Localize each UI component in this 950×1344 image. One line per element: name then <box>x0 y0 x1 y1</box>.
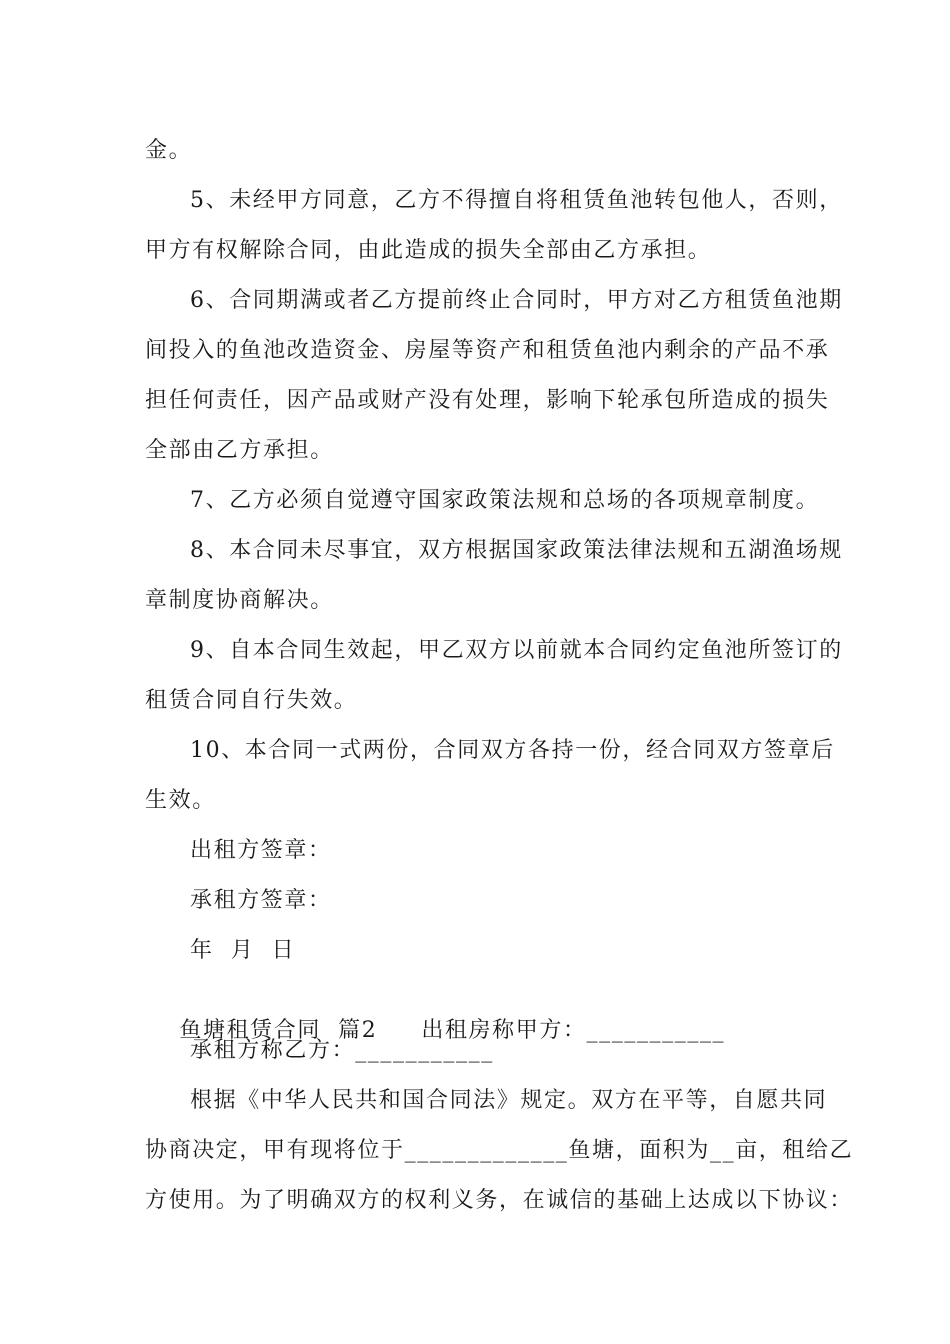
clause-6-line-4: 全部由乙方承担。 <box>145 438 334 463</box>
lessor-signature-label: 出租方签章： <box>190 838 332 863</box>
clause-5-line-2: 甲方有权解除合同，由此造成的损失全部由乙方承担。 <box>145 238 712 263</box>
clause-9-line-2: 租赁合同自行失效。 <box>145 688 358 713</box>
clause-8-line-1: 8、本合同未尽事宜，双方根据国家政策法律法规和五湖渔场规 <box>190 538 843 563</box>
date-line: 年 月 日 <box>190 938 296 963</box>
clause-9-line-1: 9、自本合同生效起，甲乙双方以前就本合同约定鱼池所签订的 <box>190 638 843 663</box>
clause-5-line-1: 5、未经甲方同意，乙方不得擅自将租赁鱼池转包他人，否则， <box>190 188 843 213</box>
clause-6-line-2: 间投入的鱼池改造资金、房屋等资产和租赁鱼池内剩余的产品不承 <box>145 338 830 363</box>
intro-line-2: 协商决定，甲有现将位于_____________鱼塘，面积为__亩，租给乙 <box>145 1138 854 1163</box>
intro-line-3: 方使用。为了明确双方的权利义务，在诚信的基础上达成以下协议： <box>145 1188 854 1213</box>
clause-10-line-1: 10、本合同一式两份，合同双方各持一份，经合同双方签章后 <box>190 738 835 763</box>
clause-8-line-2: 章制度协商解决。 <box>145 588 334 613</box>
lessee-party-label: 承租方称乙方：___________ <box>190 1038 494 1063</box>
lessee-signature-label: 承租方签章： <box>190 888 332 913</box>
clause-7-line-1: 7、乙方必须自觉遵守国家政策法规和总场的各项规章制度。 <box>190 488 820 513</box>
clause-6-line-1: 6、合同期满或者乙方提前终止合同时，甲方对乙方租赁鱼池期 <box>190 288 843 313</box>
clause-6-line-3: 担任何责任，因产品或财产没有处理，影响下轮承包所造成的损失 <box>145 388 830 413</box>
lessor-party-label: 出租房称甲方：___________ <box>421 1018 726 1043</box>
section-title: 鱼塘租赁合同 篇2 <box>179 1018 378 1043</box>
intro-line-1: 根据《中华人民共和国合同法》规定。双方在平等，自愿共同 <box>190 1088 828 1113</box>
clause-10-line-2: 生效。 <box>145 788 216 813</box>
text-line: 金。 <box>145 138 193 163</box>
